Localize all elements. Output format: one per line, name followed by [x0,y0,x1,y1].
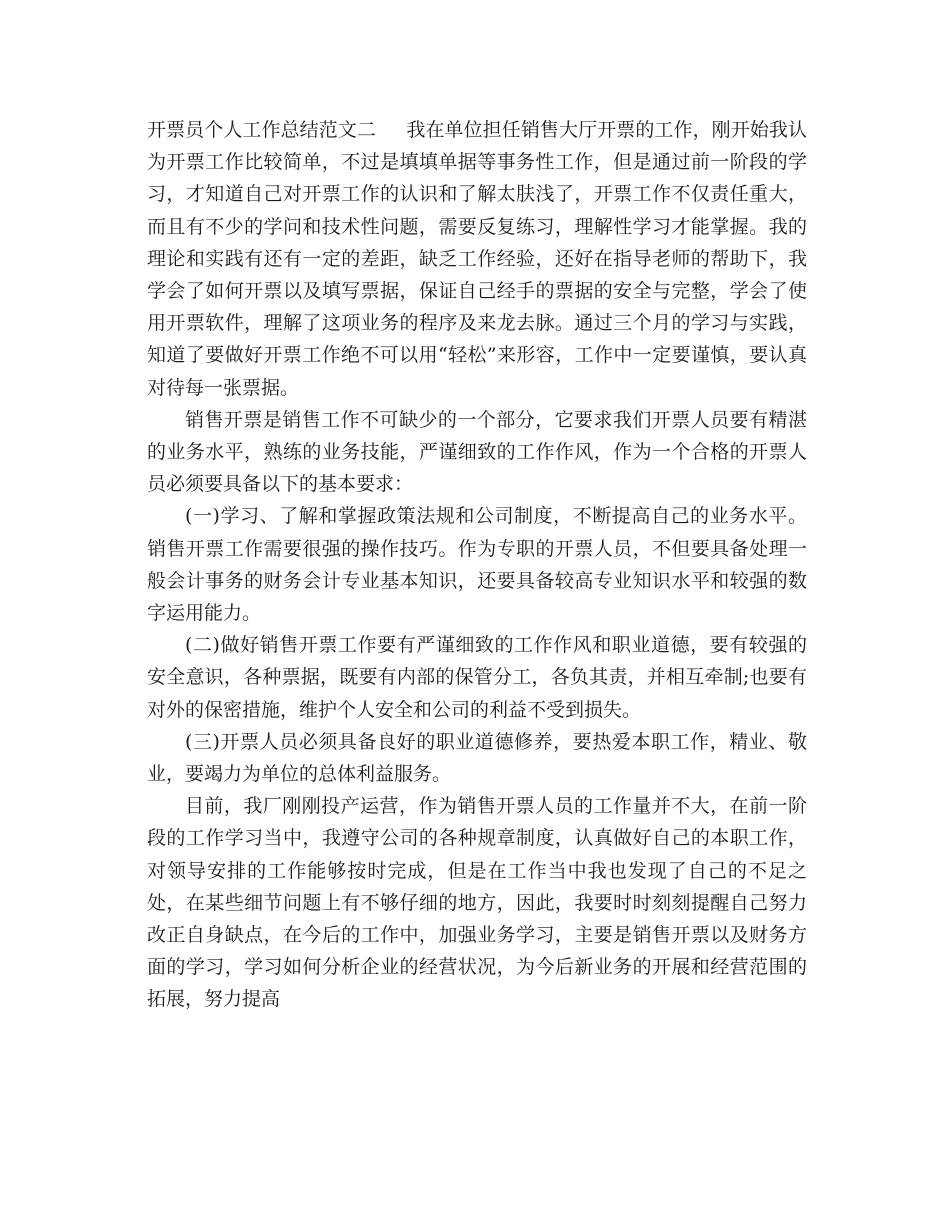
document-title: 开票员个人工作总结范文二 [147,119,376,141]
document-body [147,114,807,1016]
paragraph: (三)开票人员必须具备良好的职业道德修养，要热爱本职工作，精业、敬业，要竭力为单位的总体利益服务。 [147,730,807,786]
paragraph: 目前，我厂刚刚投产运营，作为销售开票人员的工作量并不大，在前一阶段的工作学习当中，我遵守公司的各种规章制度，认真做好自己的本职工作，对领导安排的工作能够按时完成，但是在工作当中我也发现了自己的不足之处，在某些细节问题上有不够仔细的地方，因此，我要时时刻刻提醒自己努力改正自身缺点，在今后的工作中，加强业务学习，主要是销售开票以及财务方面的学习，学习如何分析企业的经营状况，为今后新业务的开展和经营范围的拓展，努力提高 [147,795,807,1011]
paragraph-text: 我在单位担任销售大厅开票的工作，刚开始我认为开票工作比较简单，不过是填填单据等事务性工作，但是通过前一阶段的学习，才知道自己对开票工作的认识和了解太肤浅了，开票工作不仅责任重大，而且有不少的学问和技术性问题，需要反复练习，理解性学习才能掌握。我的理论和实践有还有一定的差距，缺乏工作经验，还好在指导老师的帮助下，我学会了如何开票以及填写票据，保证自己经手的票据的安全与完整，学会了使用开票软件，理解了这项业务的程序及来龙去脉。通过三个月的学习与实践，知道了要做好开票工作绝不可以用“轻松”来形容，工作中一定要谨慎，要认真对待每一张票据。 [147,119,807,399]
first-paragraph [147,114,807,404]
paragraph: (二)做好销售开票工作要有严谨细致的工作作风和职业道德，要有较强的安全意识，各种票据，既要有内部的保管分工，各负其责，并相互牵制;也要有对外的保密措施，维护个人安全和公司的利益不受到损失。 [147,634,807,721]
paragraph: (一)学习、了解和掌握政策法规和公司制度，不断提高自己的业务水平。销售开票工作需要很强的操作技巧。作为专职的开票人员，不但要具备处理一般会计事务的财务会计专业基本知识，还要具备较高专业知识水平和较强的数字运用能力。 [147,505,807,625]
paragraph: 销售开票是销售工作不可缺少的一个部分，它要求我们开票人员要有精湛的业务水平，熟练的业务技能，严谨细致的工作作风，作为一个合格的开票人员必须要具备以下的基本要求： [147,408,807,496]
